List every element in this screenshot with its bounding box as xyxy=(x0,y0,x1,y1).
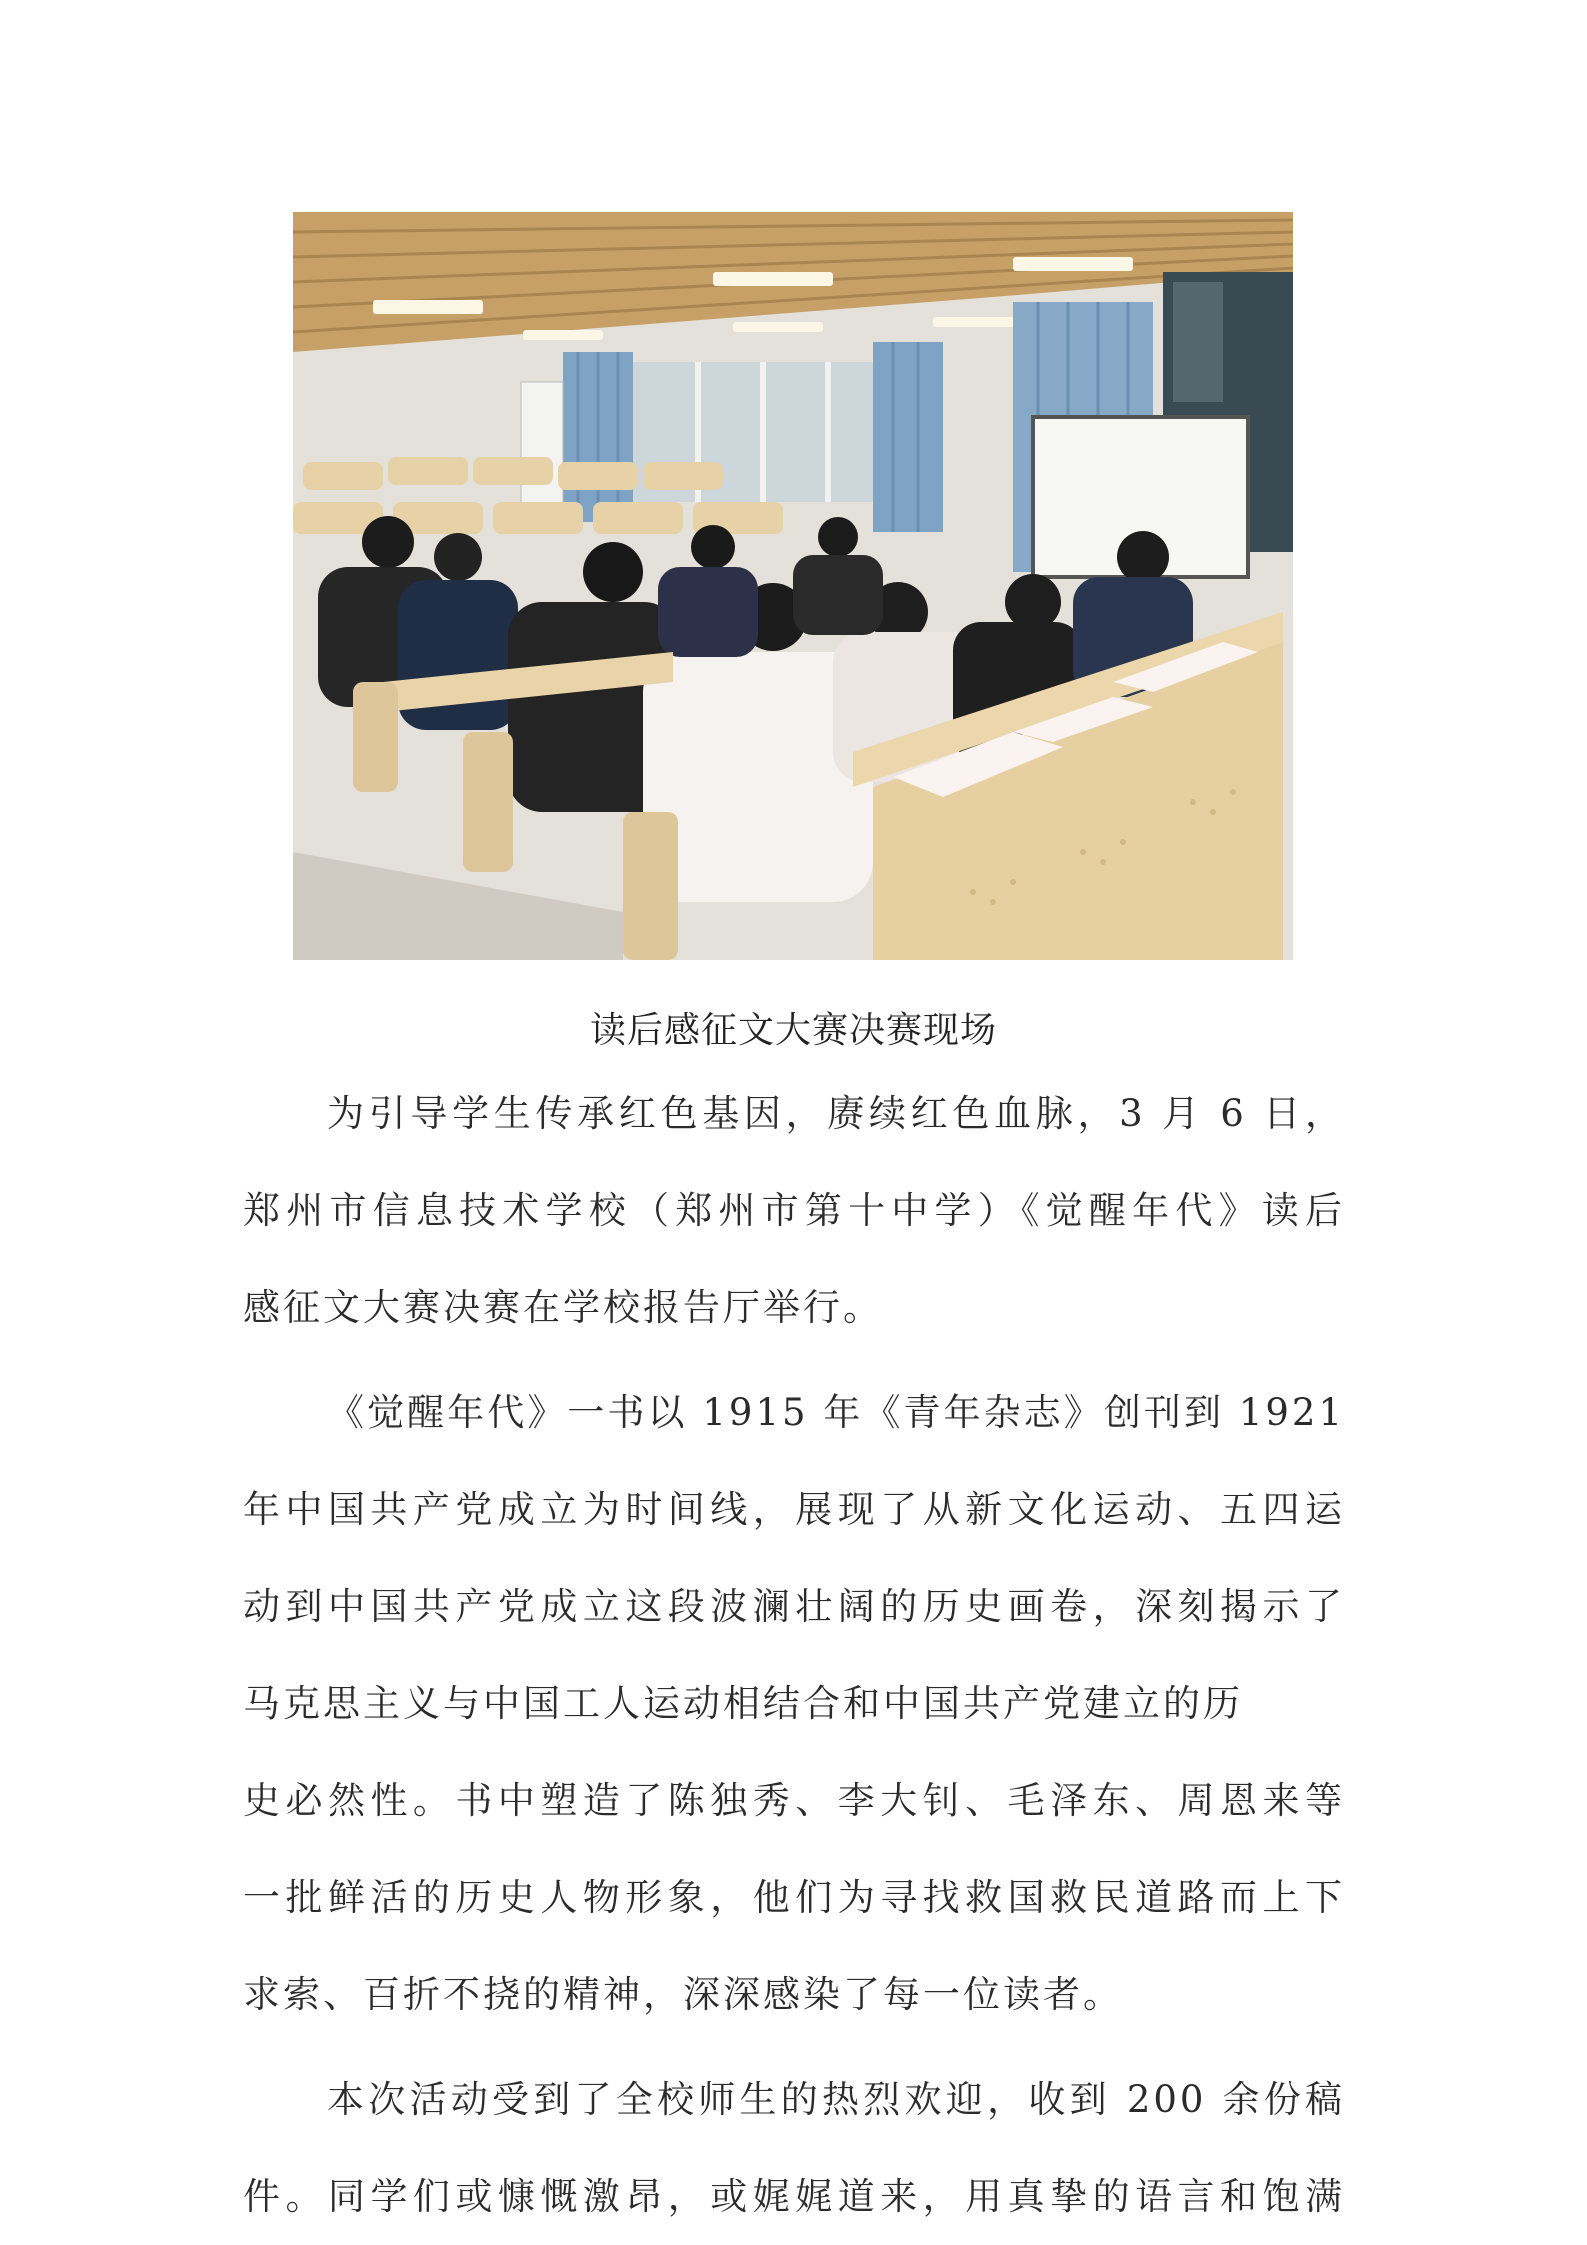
paragraph-1 xyxy=(243,1065,1345,1356)
text-line: 郑州市信息技术学校（郑州市第十中学）《觉醒年代》读后 xyxy=(243,1189,1345,1232)
text-line: 《觉醒年代》一书以 1915 年《青年杂志》创刊到 1921 xyxy=(327,1391,1345,1434)
text-line: 史必然性。书中塑造了陈独秀、李大钊、毛泽东、周恩来等 xyxy=(243,1779,1345,1822)
photo-caption: 读后感征文大赛决赛现场 xyxy=(589,1010,997,1051)
text-line: 为引导学生传承红色基因，赓续红色血脉，3 月 6 日， xyxy=(327,1092,1345,1135)
paragraph-3 xyxy=(243,2051,1345,2245)
text-line: 感征文大赛决赛在学校报告厅举行。 xyxy=(243,1286,883,1329)
paragraph-2 xyxy=(243,1364,1345,2043)
text-line: 一批鲜活的历史人物形象，他们为寻找救国救民道路而上下 xyxy=(243,1876,1345,1919)
text-line: 动到中国共产党成立这段波澜壮阔的历史画卷，深刻揭示了 xyxy=(243,1585,1345,1628)
classroom-photo-image xyxy=(293,212,1293,960)
text-line: 年中国共产党成立为时间线，展现了从新文化运动、五四运 xyxy=(243,1488,1345,1531)
text-line: 本次活动受到了全校师生的热烈欢迎，收到 200 余份稿 xyxy=(327,2078,1345,2121)
text-line: 件。同学们或慷慨激昂，或娓娓道来，用真挚的语言和饱满 xyxy=(243,2175,1345,2218)
article-body xyxy=(243,1065,1345,2245)
classroom-photo xyxy=(293,212,1293,960)
text-line: 马克思主义与中国工人运动相结合和中国共产党建立的历 xyxy=(243,1682,1243,1725)
text-line: 求索、百折不挠的精神，深深感染了每一位读者。 xyxy=(243,1973,1123,2016)
